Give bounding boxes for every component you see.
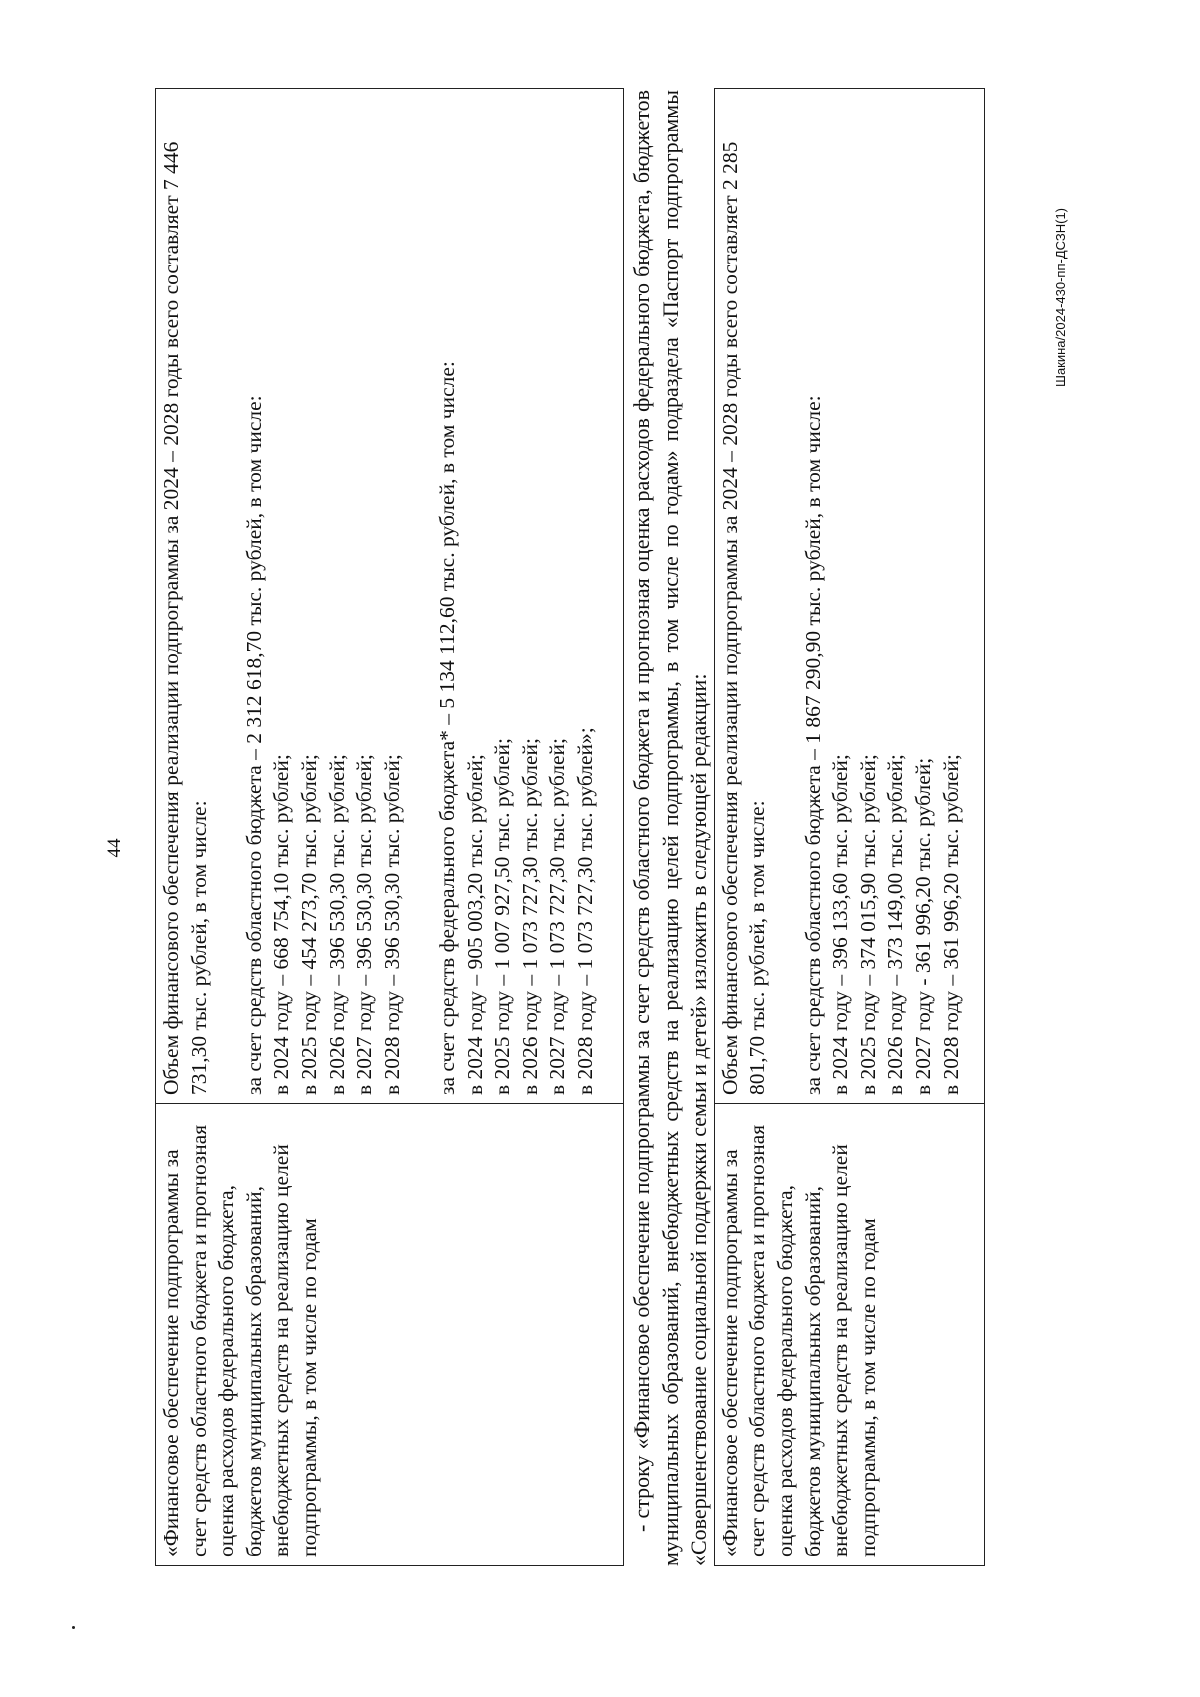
regional-budget-header: за счет средств областного бюджета – 2 312 618,70 тыс. рублей, в том числе:: [241, 395, 266, 1095]
funding-intro: Объем финансового обеспечения реализации подпрограммы за 2024 – 2028 годы всего составляет 7 446 731,30 тыс. рублей, в том числе:: [159, 141, 211, 1095]
passport-table-old: [155, 88, 624, 1566]
year-line: в 2026 году – 1 073 727,30 тыс. рублей;: [517, 738, 542, 1095]
instruction-paragraph: - строку «Финансовое обеспечение подпрограммы за счет средств областного бюджета и прогнозная оценка расходов федерального бюджета, бюджетов муниципальных образований, внебюджетных средств на реализацию целей подпрограммы, в том числе по годам» подраздела «Паспорт подпрограммы «Совершенствование социальной поддержки семьи и детей» изложить в следующей редакции:: [629, 90, 712, 1566]
year-line: в 2025 году – 1 007 927,50 тыс. рублей;: [490, 738, 515, 1095]
regional-budget-header: за счет средств областного бюджета – 1 867 290,90 тыс. рублей, в том числе:: [800, 395, 825, 1095]
blank-line: [213, 97, 241, 1095]
scan-speck: [72, 1626, 75, 1629]
year-line: в 2025 году – 454 273,70 тыс. рублей;: [296, 754, 321, 1095]
year-line: в 2024 году – 668 754,10 тыс. рублей;: [269, 754, 294, 1095]
federal-budget-header: за счет средств федерального бюджета* – 5 134 112,60 тыс. рублей, в том числе:: [434, 361, 459, 1095]
page-number: 44: [104, 838, 125, 858]
year-line: в 2026 году – 396 530,30 тыс. рублей;: [324, 754, 349, 1095]
row-label-text: «Финансовое обеспечение подпрограммы за счет средств областного бюджета и прогнозная оценка расходов федерального бюджета, бюджетов муниципальных образований, внебюджетных средств на реализацию целей подпрограммы, в том числе по годам: [717, 1124, 880, 1557]
table-row: [156, 89, 624, 1566]
year-line: в 2027 году – 396 530,30 тыс. рублей;: [352, 754, 377, 1095]
year-line: в 2024 году – 396 133,60 тыс. рублей;: [828, 754, 853, 1095]
row-value-cell: [714, 89, 984, 1104]
rotated-content: [155, 86, 1035, 1566]
passport-table-new: [714, 88, 985, 1566]
document-code: Шакина/2024-430-пп-ДСЗН(1): [1053, 208, 1068, 387]
row-label-cell: [156, 1104, 624, 1566]
funding-intro: Объем финансового обеспечения реализации подпрограммы за 2024 – 2028 годы всего составляет 2 285 801,70 тыс. рублей, в том числе:: [717, 141, 770, 1095]
row-label-text: «Финансовое обеспечение подпрограммы за счет средств областного бюджета и прогнозная оценка расходов федерального бюджета, бюджетов муниципальных образований, внебюджетных средств на реализацию целей подпрограммы, в том числе по годам: [159, 1124, 321, 1557]
year-line: в 2028 году – 396 530,30 тыс. рублей;: [379, 754, 404, 1095]
row-label-cell: [714, 1104, 984, 1566]
year-line: в 2027 году – 1 073 727,30 тыс. рублей;: [545, 738, 570, 1095]
year-line: в 2027 году - 361 996,20 тыс. рублей;: [910, 757, 935, 1095]
year-line: в 2028 году – 361 996,20 тыс. рублей;: [938, 754, 963, 1095]
row-value-cell: [156, 89, 624, 1104]
year-line: в 2024 году – 905 003,20 тыс. рублей;: [462, 754, 487, 1095]
year-line: в 2026 году – 373 149,00 тыс. рублей;: [883, 754, 908, 1095]
blank-line: [772, 97, 800, 1095]
year-line: в 2028 году – 1 073 727,30 тыс. рублей»;: [572, 727, 597, 1095]
table-row: [714, 89, 984, 1566]
year-line: в 2025 году – 374 015,90 тыс. рублей;: [855, 754, 880, 1095]
blank-line: [406, 97, 434, 1095]
